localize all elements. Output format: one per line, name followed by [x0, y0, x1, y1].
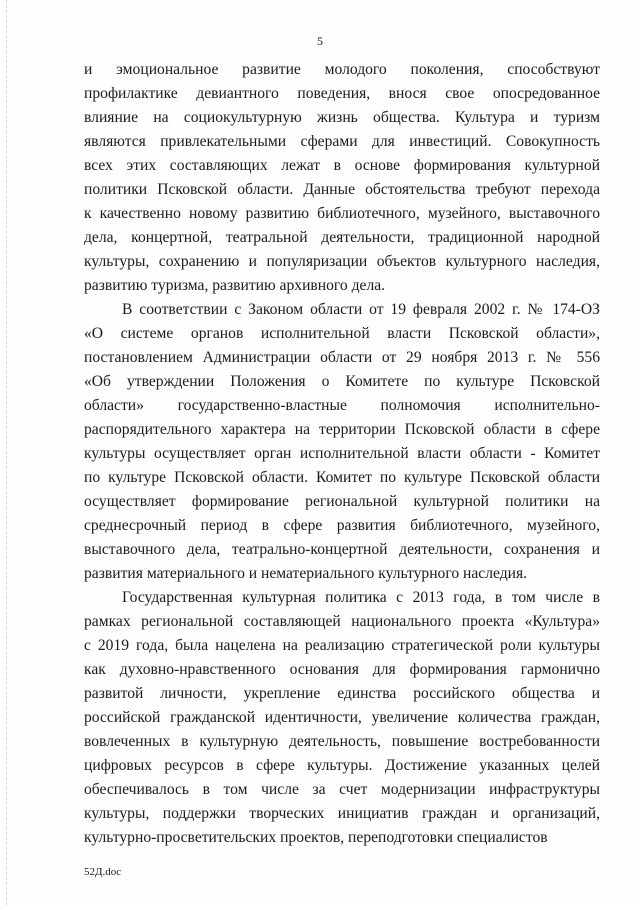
document-body [84, 58, 600, 850]
text-line: являются привлекательными сферами для инвестиций. Совокупность [84, 133, 600, 150]
text-line: профилактике девиантного поведения, внося свое опосредованное [84, 85, 600, 102]
text-line: области» государственно-властные полномочия исполнительно- [84, 397, 600, 414]
text-line: рамках региональной составляющей национального проекта «Культура» [84, 613, 600, 630]
text-line: как духовно-нравственного основания для формирования гармонично [84, 661, 600, 678]
paragraph [84, 58, 600, 298]
text-line: к качественно новому развитию библиотечного, музейного, выставочного [84, 205, 600, 222]
text-line: среднесрочный период в сфере развития библиотечного, музейного, [84, 517, 600, 534]
paragraph [84, 298, 600, 586]
text-line: «О системе органов исполнительной власти Псковской области», [84, 325, 600, 342]
text-line: «Об утверждении Положения о Комитете по культуре Псковской [84, 373, 600, 390]
page-edge [6, 0, 8, 905]
text-line: Государственная культурная политика с 2013 года, в том числе в [122, 589, 600, 606]
text-line: постановлением Администрации области от 29 ноября 2013 г. № 556 [84, 349, 600, 366]
text-line: распорядительного характера на территории Псковской области в сфере [84, 421, 600, 438]
text-line: влияние на социокультурную жизнь общества. Культура и туризм [84, 109, 600, 126]
text-line: культуры осуществляет орган исполнительной власти области - Комитет [84, 445, 600, 462]
text-line: выставочного дела, театрально-концертной деятельности, сохранения и [84, 541, 600, 558]
text-line: культуры, поддержки творческих инициатив граждан и организаций, [84, 805, 600, 822]
text-line: с 2019 года, была нацелена на реализацию стратегической роли культуры [84, 637, 600, 654]
text-line: политики Псковской области. Данные обстоятельства требуют перехода [84, 181, 600, 198]
text-line: культурно-просветительских проектов, переподготовки специалистов [84, 829, 548, 846]
text-line: всех этих составляющих лежат в основе формирования культурной [84, 157, 600, 174]
paragraph [84, 586, 600, 850]
page-number: 5 [317, 34, 323, 48]
text-line: российской гражданской идентичности, увеличение количества граждан, [84, 709, 600, 726]
text-line: и эмоциональное развитие молодого поколения, способствуют [84, 61, 600, 78]
text-line: цифровых ресурсов в сфере культуры. Достижение указанных целей [84, 757, 600, 774]
text-line: вовлеченных в культурную деятельность, повышение востребованности [84, 733, 600, 750]
text-line: развития материального и нематериального культурного наследия. [84, 565, 528, 582]
text-line: по культуре Псковской области. Комитет по культуре Псковской области [84, 469, 600, 486]
text-line: развитию туризма, развитию архивного дела. [84, 277, 386, 294]
file-name-footer: 52Д.doc [84, 866, 122, 878]
text-line: дела, концертной, театральной деятельности, традиционной народной [84, 229, 600, 246]
text-line: развитой личности, укрепление единства российского общества и [84, 685, 600, 702]
text-line: осуществляет формирование региональной культурной политики на [84, 493, 600, 510]
text-line: культуры, сохранению и популяризации объектов культурного наследия, [84, 253, 600, 270]
text-line: В соответствии с Законом области от 19 февраля 2002 г. № 174-ОЗ [122, 301, 600, 318]
text-line: обеспечивалось в том числе за счет модернизации инфраструктуры [84, 781, 600, 798]
